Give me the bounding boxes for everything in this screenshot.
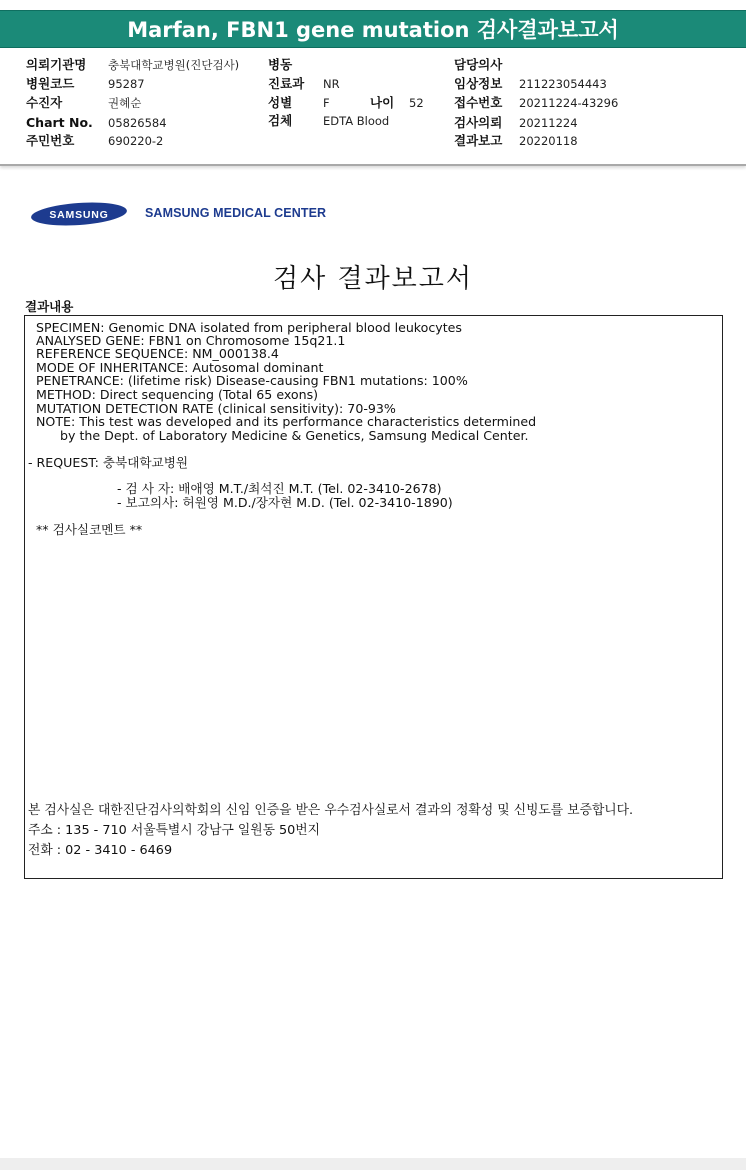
results-box <box>24 315 723 879</box>
reporter-line: - 보고의사: 허원영 M.D./장자현 M.D. (Tel. 02-3410-1890) <box>117 495 453 510</box>
attending-physician-label: 담당의사 <box>454 57 503 72</box>
results-section-label: 결과내용 <box>25 299 74 314</box>
result-line-note-cont: by the Dept. of Laboratory Medicine & Genetics, Samsung Medical Center. <box>60 428 529 443</box>
chart-number-value: 05826584 <box>108 116 167 130</box>
patient-info-panel <box>0 48 746 166</box>
result-line-penetrance: PENETRANCE: (lifetime risk) Disease-causing FBN1 mutations: 100% <box>36 373 468 388</box>
request-date-value: 20211224 <box>519 116 578 130</box>
result-line-reference: REFERENCE SEQUENCE: NM_000138.4 <box>36 346 279 361</box>
specimen-label: 검체 <box>268 113 293 128</box>
chart-number-label: Chart No. <box>26 115 93 130</box>
samsung-oval-logo <box>30 200 128 228</box>
request-line: - REQUEST: 충북대학교병원 <box>28 455 189 470</box>
requesting-institution-value: 충북대학교병원(진단검사) <box>108 58 240 72</box>
department-label: 진료과 <box>268 76 305 91</box>
document-title: Marfan, FBN1 gene mutation 검사결과보고서 <box>127 18 619 42</box>
resident-number-label: 주민번호 <box>26 133 75 148</box>
ward-label: 병동 <box>268 57 293 72</box>
accession-number-value: 20211224-43296 <box>519 96 619 110</box>
report-heading: 검사 결과보고서 <box>272 264 474 294</box>
report-title-bar <box>0 10 746 48</box>
request-date-label: 검사의뢰 <box>454 115 503 130</box>
patient-name-value: 권혜순 <box>108 96 142 110</box>
logo-oval-text: SAMSUNG <box>49 209 109 221</box>
hospital-code-value: 95287 <box>108 77 145 91</box>
result-line-note: NOTE: This test was developed and its performance characteristics determined <box>36 414 537 429</box>
report-date-label: 결과보고 <box>454 133 503 148</box>
clinical-info-label: 임상정보 <box>454 76 503 91</box>
report-date-value: 20220118 <box>519 134 578 148</box>
resident-number-value: 690220-2 <box>108 134 164 148</box>
certification-statement: 본 검사실은 대한진단검사의학회의 신임 인증을 받은 우수검사실로서 결과의 정확성 및 신빙도를 보증합니다. <box>28 803 634 818</box>
lab-comment-heading: ** 검사실코멘트 ** <box>36 522 143 537</box>
result-line-method: METHOD: Direct sequencing (Total 65 exons) <box>36 387 319 402</box>
sex-label: 성별 <box>268 95 293 110</box>
department-value: NR <box>323 77 340 91</box>
patient-name-label: 수진자 <box>26 95 63 110</box>
requesting-institution-label: 의뢰기관명 <box>26 57 87 72</box>
result-line-specimen: SPECIMEN: Genomic DNA isolated from peripheral blood leukocytes <box>36 320 462 335</box>
specimen-value: EDTA Blood <box>323 114 390 128</box>
age-label: 나이 <box>370 95 395 110</box>
hospital-code-label: 병원코드 <box>26 76 75 91</box>
logo-wordmark: SAMSUNG MEDICAL CENTER <box>145 206 327 220</box>
examiner-line: - 검 사 자: 배애영 M.T./최석진 M.T. (Tel. 02-3410-2678) <box>117 481 442 496</box>
clinical-info-value: 211223054443 <box>519 77 607 91</box>
address-line: 주소 : 135 - 710 서울특별시 강남구 일원동 50번지 <box>28 823 321 838</box>
phone-line: 전화 : 02 - 3410 - 6469 <box>28 843 173 858</box>
sex-value: F <box>323 96 330 110</box>
age-value: 52 <box>409 96 424 110</box>
result-line-inheritance: MODE OF INHERITANCE: Autosomal dominant <box>36 360 324 375</box>
accession-number-label: 접수번호 <box>454 95 503 110</box>
result-line-gene: ANALYSED GENE: FBN1 on Chromosome 15q21.1 <box>36 333 346 348</box>
result-line-detection-rate: MUTATION DETECTION RATE (clinical sensitivity): 70-93% <box>36 401 396 416</box>
page-bottom-bar <box>0 1158 746 1170</box>
